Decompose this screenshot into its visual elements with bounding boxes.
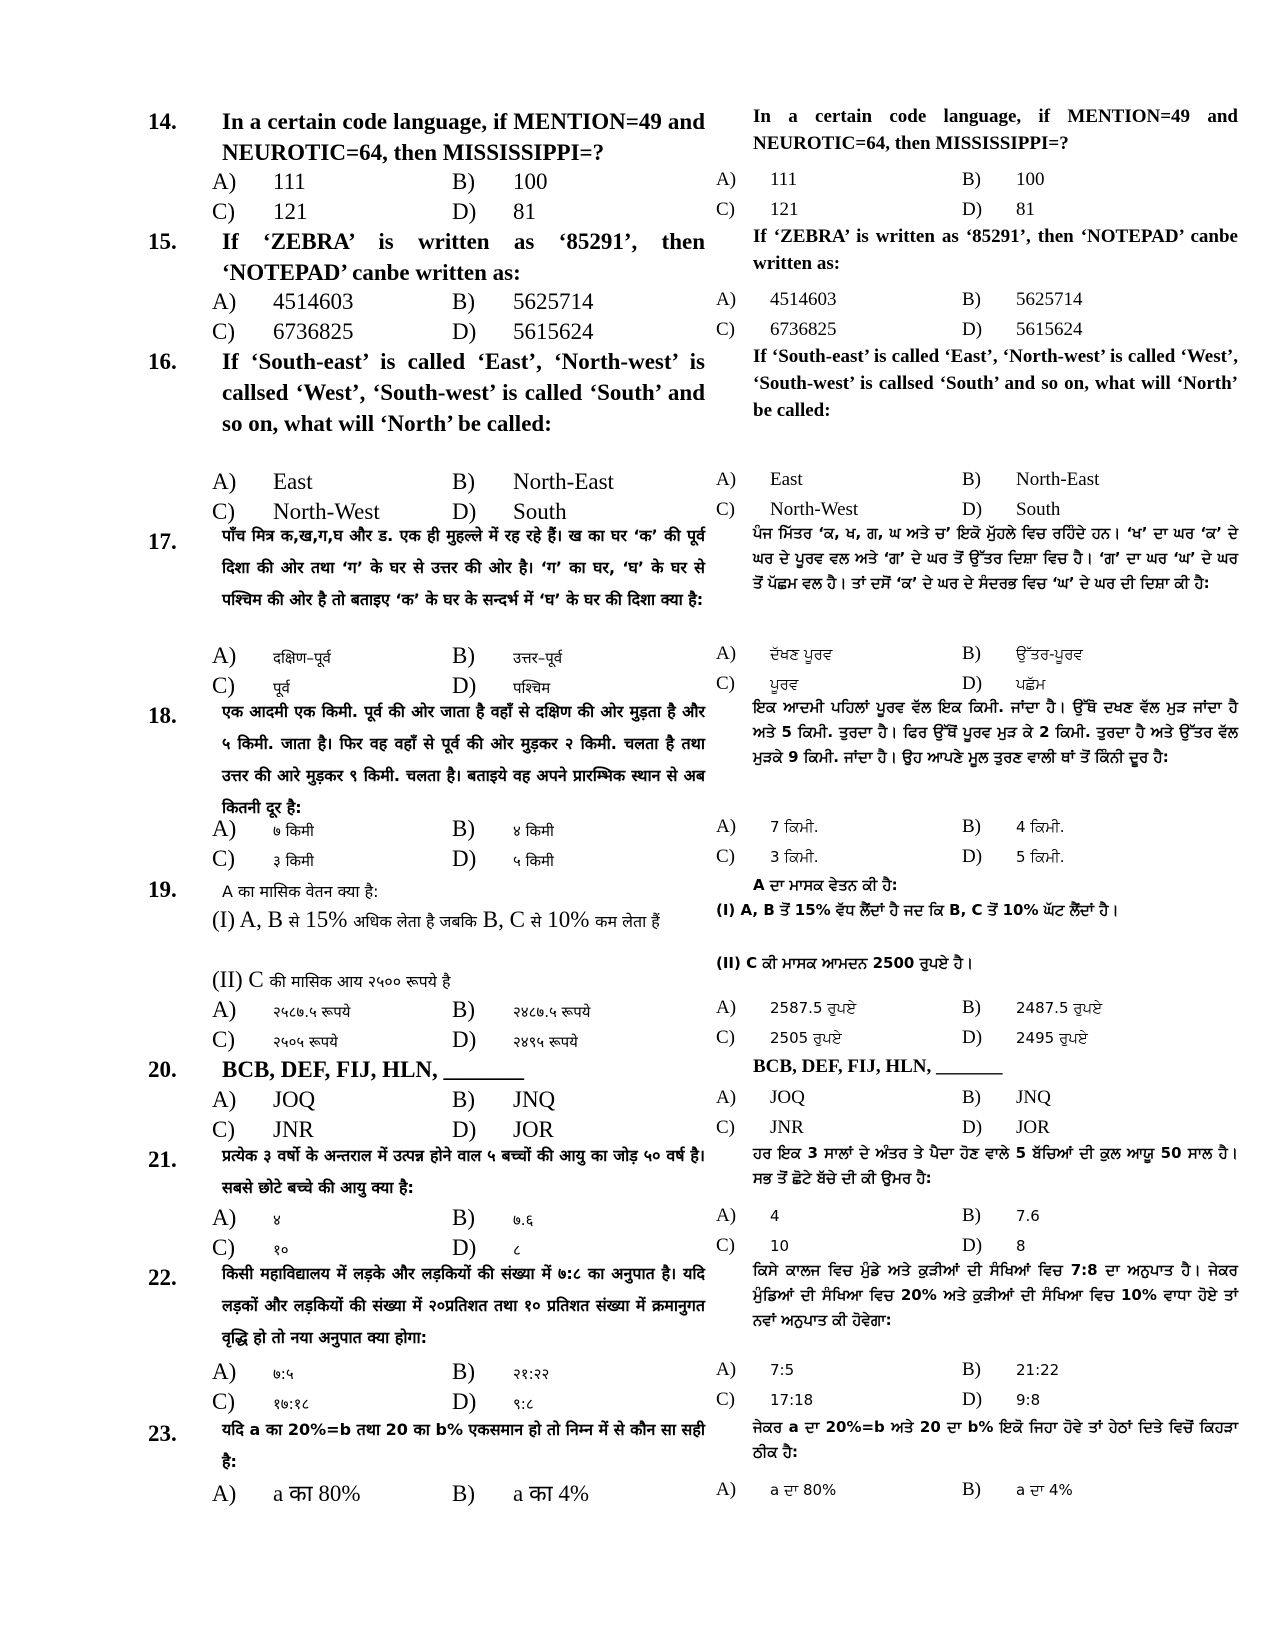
right-option-b: B) ਉੱਤਰ-ਪੂਰਵ [962, 643, 1083, 664]
question-text-hindi: A का मासिक वेतन क्या है: [222, 882, 379, 901]
right-option-d: D) JOR [962, 1117, 1050, 1138]
right-option-c: C) 2505 ਰੁਪਏ [716, 1027, 842, 1048]
right-option-b: B) 100 [962, 169, 1045, 190]
right-option-c: C) North-West [716, 499, 859, 520]
question-text-hindi: पाँच मित्र क,ख,ग,घ और ड. एक ही मुहल्ले में रह रहे हैं। ख का घर ‘क’ की पूर्व दिशा की ओर तथा ‘ग’ के घर से उत्तर की ओर है। ‘ग’ का घर, ‘घ’ के घर से पश्चिम की ओर है तो बताइए ‘क’ के घर के सन्दर्भ में ‘घ’ के घर की दिशा क्या है: [222, 526, 705, 609]
question-number: 14. [148, 109, 177, 134]
question-text-right: If ‘South-east’ is called ‘East’, ‘North-west’ is called ‘West’, ‘South-west’ is callsed ‘South’ and so on, what will ‘North’ be called: [753, 346, 1238, 421]
question-text-punjabi: ਹਰ ਇਕ 3 ਸਾਲਾਂ ਦੇ ਅੰਤਰ ਤੇ ਪੈਦਾ ਹੋਣ ਵਾਲੇ 5 ਬੱਚਿਆਂ ਦੀ ਕੁਲ ਆਯੂ 50 ਸਾਲ ਹੈ। ਸਭ ਤੋਂ ਛੋਟੇ ਬੱਚੇ ਦੀ ਕੀ ਉਮਰ ਹੈ: [753, 1144, 1238, 1187]
right-option-d: D) 5 ਕਿਮੀ. [962, 846, 1065, 867]
question-number: 17. [148, 529, 177, 554]
right-option-b: B) a ਦਾ 4% [962, 1479, 1073, 1500]
right-option-c: C) JNR [716, 1117, 804, 1138]
question-text-hindi: एक आदमी एक किमी. पूर्व की ओर जाता है वहाँ से दक्षिण की ओर मुड़ता है और ५ किमी. जाता है। फिर वह वहाँ से पूर्व की ओर मुड़कर २ किमी. चलता है तथा उत्तर की आरे मुड़कर ९ किमी. चलता है। बताइये वह अपने प्रारम्भिक स्थान से अब कितनी दूर है: [222, 702, 705, 817]
right-option-b: B) JNQ [962, 1087, 1051, 1108]
right-option-c: C) 17:18 [716, 1389, 814, 1410]
option-d: D) ८ [452, 1235, 521, 1260]
option-d: D) ५ किमी [452, 846, 554, 871]
question-text-english: If ‘South-east’ is called ‘East’, ‘North-west’ is callsed ‘West’, ‘South-west’ is called ‘South’ and so on, what will ‘North’ be called: [222, 349, 705, 436]
right-option-a: A) 2587.5 ਰੁਪਏ [716, 997, 857, 1018]
option-c: C) पूर्व [212, 673, 290, 698]
right-option-d: D) 5615624 [962, 319, 1083, 340]
question-number: 22. [148, 1265, 177, 1290]
question-number: 15. [148, 229, 177, 254]
right-option-a: A) JOQ [716, 1087, 805, 1108]
option-c: C) JNR [212, 1117, 314, 1142]
right-statement-1: (I) A, B ਤੋਂ 15% ਵੱਧ ਲੈਂਦਾਂ ਹੈ ਜਦ ਕਿ B, C ਤੋਂ 10% ਘੱਟ ਲੈਂਦਾਂ ਹੈ। [716, 901, 1119, 919]
right-option-b: B) 2487.5 ਰੁਪਏ [962, 997, 1103, 1018]
right-option-c: C) 10 [716, 1235, 790, 1256]
right-option-a: A) 111 [716, 169, 798, 190]
question-text-hindi: यदि a का 20%=b तथा 20 का b% एकसमान हो तो निम्न में से कौन सा सही है: [222, 1420, 705, 1471]
option-a: A) ७ किमी [212, 816, 314, 841]
statement-1: (I) A, B से 15% अधिक लेता है जबकि B, C से 10% कम लेता हैं [212, 907, 660, 932]
question-text-english: In a certain code language, if MENTION=49 and NEUROTIC=64, then MISSISSIPPI=? [222, 109, 705, 165]
option-b: B) उत्तर–पूर्व [452, 643, 563, 668]
right-statement-2: (II) C ਕੀ ਮਾਸਕ ਆਮਦਨ 2500 ਰੁਪਏ ਹੈ। [716, 954, 974, 972]
option-d: D) पश्चिम [452, 673, 551, 698]
option-c: C) North-West [212, 499, 380, 524]
right-option-c: C) 121 [716, 199, 799, 220]
option-b: B) North-East [452, 469, 614, 494]
option-b: B) ४ किमी [452, 816, 554, 841]
right-option-d: D) 81 [962, 199, 1035, 220]
option-b: B) २१:२२ [452, 1359, 550, 1384]
right-option-d: D) South [962, 499, 1061, 520]
question-number: 16. [148, 349, 177, 374]
option-c: C) 121 [212, 199, 308, 224]
right-option-d: D) 9:8 [962, 1389, 1041, 1410]
right-option-b: B) 5625714 [962, 289, 1083, 310]
right-option-a: A) a ਦਾ 80% [716, 1479, 837, 1500]
question-text-hindi: प्रत्येक ३ वर्षो के अन्तराल में उत्पन्न होने वाल ५ बच्चों की आयु का जोड़ ५० वर्ष है। सबसे छोटे बच्चे की आयु क्या है: [222, 1146, 705, 1197]
option-b: B) 100 [452, 169, 548, 194]
right-option-c: C) ਪੂਰਵ [716, 673, 799, 694]
option-c: C) 6736825 [212, 319, 354, 344]
question-text-english: BCB, DEF, FIJ, HLN, _______ [222, 1057, 525, 1082]
right-option-a: A) 7 ਕਿਮੀ. [716, 816, 819, 837]
right-option-b: B) 4 ਕਿਮੀ. [962, 816, 1065, 837]
question-text-punjabi: ਇਕ ਆਦਮੀ ਪਹਿਲਾਂ ਪੂਰਵ ਵੱਲ ਇਕ ਕਿਮੀ. ਜਾਂਦਾ ਹੈ। ਉੱਥੋ ਦਖਣ ਵੱਲ ਮੁੜ ਜਾਂਦਾ ਹੈ ਅਤੇ 5 ਕਿਮੀ. ਤੁਰਦਾ ਹੈ। ਫਿਰ ਉੱਥੋਂ ਪੂਰਵ ਮੁੜ ਕੇ 2 ਕਿਮੀ. ਤੁਰਦਾ ਹੈ ਅਤੇ ਉੱਤਰ ਵੱਲ ਮੁੜਕੇ 9 ਕਿਮੀ. ਜਾਂਦਾ ਹੈ। ਉਹ ਆਪਣੇ ਮੂਲ ਤੁਰਣ ਵਾਲੀ ਥਾਂ ਤੋਂ ਕਿੰਨੀ ਦੂਰ ਹੈ: [753, 698, 1238, 766]
right-option-c: C) 3 ਕਿਮੀ. [716, 846, 819, 867]
statement-2: (II) C की मासिक आय २५०० रूपये है [212, 967, 451, 992]
option-a: A) 111 [212, 169, 306, 194]
option-c: C) २५०५ रूपये [212, 1027, 338, 1052]
right-option-a: A) East [716, 469, 803, 490]
question-text-right: BCB, DEF, FIJ, HLN, _______ [753, 1056, 1003, 1077]
option-c: C) ३ किमी [212, 846, 314, 871]
right-option-a: A) 7:5 [716, 1359, 795, 1380]
question-text-punjabi: ਪੰਜ ਮਿੱਤਰ ‘ਕ, ਖ, ਗ, ਘ ਅਤੇ ਚ’ ਇਕੋ ਮੁੱਹਲੇ ਵਿਚ ਰਹਿੰਦੇ ਹਨ। ‘ਖ’ ਦਾ ਘਰ ‘ਕ’ ਦੇ ਘਰ ਦੇ ਪੂਰਵ ਵਲ ਅਤੇ ‘ਗ’ ਦੇ ਘਰ ਤੋਂ ਉੱਤਰ ਦਿਸ਼ਾ ਵਿਚ ਹੈ। ‘ਗ’ ਦਾ ਘਰ ‘ਘ’ ਦੇ ਘਰ ਤੋਂ ਪੱਛਮ ਵਲ ਹੈ। ਤਾਂ ਦਸੋਂ ‘ਕ’ ਦੇ ਘਰ ਦੇ ਸੰਦਰਭ ਵਿਚ ‘ਘ’ ਦੇ ਘਰ ਦੀ ਦਿਸ਼ਾ ਕੀ ਹੈ: [753, 524, 1238, 592]
option-b: B) ७.६ [452, 1205, 534, 1230]
option-b: B) JNQ [452, 1087, 556, 1112]
right-option-b: B) 21:22 [962, 1359, 1060, 1380]
option-d: D) २४९५ रूपये [452, 1027, 578, 1052]
right-option-d: D) ਪਛੱਮ [962, 673, 1046, 694]
right-option-a: A) ਦੱਖਣ ਪੂਰਵ [716, 643, 833, 664]
right-option-c: C) 6736825 [716, 319, 837, 340]
question-text-punjabi: ਕਿਸੇ ਕਾਲਜ ਵਿਚ ਮੁੰਡੇ ਅਤੇ ਕੁੜੀਆਂ ਦੀ ਸੰਖਿਆਂ ਵਿਚ 7:8 ਦਾ ਅਨੁਪਾਤ ਹੈ। ਜੇਕਰ ਮੁੰਡਿਆਂ ਦੀ ਸੰਖਿਆ ਵਿਚ 20% ਅਤੇ ਕੁੜੀਆਂ ਦੀ ਸੰਖਿਆ ਵਿਚ 10% ਵਾਧਾ ਹੋਏ ਤਾਂ ਨਵਾਂ ਅਨੁਪਾਤ ਕੀ ਹੋਵੇਗਾ: [753, 1261, 1238, 1329]
option-b: B) a का 4% [452, 1481, 589, 1506]
option-b: B) २४८७.५ रूपये [452, 997, 591, 1022]
option-a: A) a का 80% [212, 1481, 361, 1506]
right-option-b: B) 7.6 [962, 1205, 1040, 1226]
right-option-b: B) North-East [962, 469, 1100, 490]
question-number: 21. [148, 1147, 177, 1172]
option-a: A) २५८७.५ रूपये [212, 997, 351, 1022]
option-d: D) 81 [452, 199, 536, 224]
option-b: B) 5625714 [452, 289, 594, 314]
option-a: A) ४ [212, 1205, 281, 1230]
option-d: D) South [452, 499, 567, 524]
question-text-right: In a certain code language, if MENTION=49 and NEUROTIC=64, then MISSISSIPPI=? [753, 106, 1238, 154]
right-option-a: A) 4 [716, 1205, 780, 1226]
option-c: C) १० [212, 1235, 289, 1260]
option-a: A) East [212, 469, 313, 494]
option-a: A) 4514603 [212, 289, 354, 314]
question-number: 19. [148, 877, 177, 902]
question-text-english: If ‘ZEBRA’ is written as ‘85291’, then ‘NOTEPAD’ canbe written as: [222, 229, 705, 285]
question-text-right: If ‘ZEBRA’ is written as ‘85291’, then ‘NOTEPAD’ canbe written as: [753, 226, 1238, 274]
option-a: A) दक्षिण–पूर्व [212, 643, 331, 668]
question-number: 18. [148, 703, 177, 728]
question-text-punjabi: A ਦਾ ਮਾਸਕ ਵੇਤਨ ਕੀ ਹੈ: [753, 876, 898, 894]
option-d: D) JOR [452, 1117, 554, 1142]
option-c: C) १७:१८ [212, 1389, 310, 1414]
question-number: 20. [148, 1057, 177, 1082]
option-a: A) JOQ [212, 1087, 316, 1112]
right-option-d: D) 8 [962, 1235, 1026, 1256]
question-number: 23. [148, 1421, 177, 1446]
question-text-hindi: किसी महाविद्यालय में लड़के और लड़कियों की संख्या में ७:८ का अनुपात है। यदि लड़कों और लड़कियों की संख्या में २०प्रतिशत तथा १० प्रतिशत संख्या में क्रमानुगत वृद्धि हो तो नया अनुपात क्या होगा: [222, 1264, 705, 1347]
right-option-d: D) 2495 ਰੁਪਏ [962, 1027, 1088, 1048]
question-text-punjabi: ਜੇਕਰ a ਦਾ 20%=b ਅਤੇ 20 ਦਾ b% ਇਕੋ ਜਿਹਾ ਹੋਵੇ ਤਾਂ ਹੇਠਾਂ ਦਿਤੇ ਵਿਚੋਂ ਕਿਹੜਾ ਠੀਕ ਹੈ: [753, 1418, 1238, 1461]
option-d: D) ९:८ [452, 1389, 534, 1414]
right-option-a: A) 4514603 [716, 289, 837, 310]
option-a: A) ७:५ [212, 1359, 294, 1384]
option-d: D) 5615624 [452, 319, 594, 344]
